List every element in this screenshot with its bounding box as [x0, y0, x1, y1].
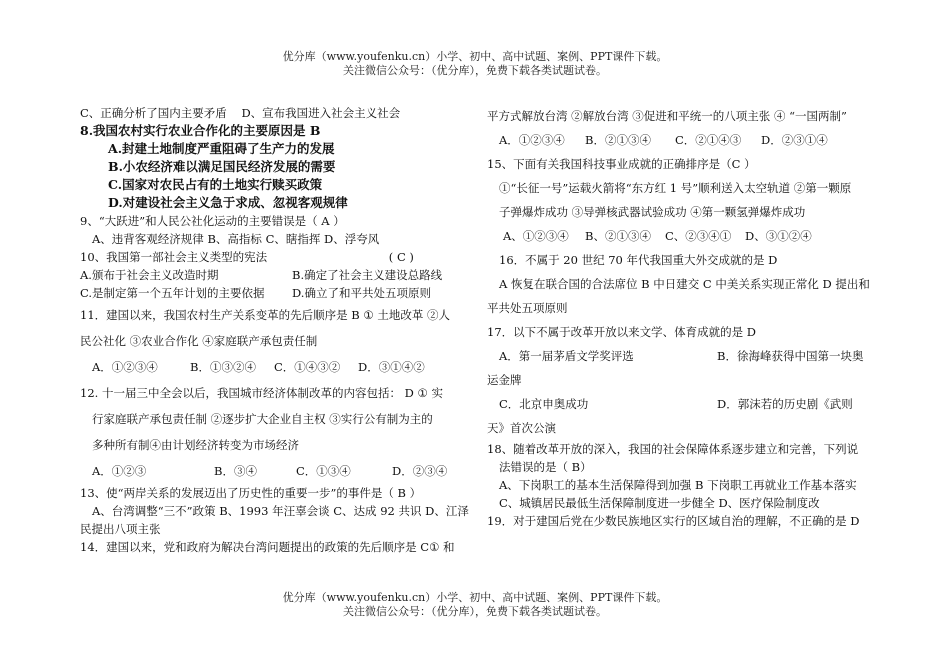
q17-option-b: B．徐海峰获得中国第一块奥 — [717, 349, 864, 363]
q7-option-c: C、正确分析了国内主要矛盾 — [80, 106, 227, 120]
q15-options — [487, 224, 872, 248]
q15-line-1: ①“长征一号”运载火箭将“东方红 1 号”顺利送入太空轨道 ②第一颗原 — [499, 181, 852, 195]
q8-option-d: D.对建设社会主义急于求成、忽视客观规律 — [108, 195, 348, 210]
q10-option-a: A.颁布于社会主义改造时期 — [80, 268, 219, 282]
q10-stem-text: 10、我国第一部社会主义类型的宪法 — [80, 250, 268, 264]
q14-option-d: D．②③①④ — [761, 133, 828, 147]
q18-options-line-2: C、城镇居民最低生活保障制度进一步健全 D、医疗保险制度改 — [499, 496, 820, 510]
q17-option-b-continued: 运金牌 — [487, 373, 522, 387]
q14-stem-continued: 平方式解放台湾 ②解放台湾 ③促进和平统一的八项主张 ④ “一国两制” — [487, 109, 847, 123]
q14-options — [487, 128, 872, 152]
q10-option-d: D.确立了和平共处五项原则 — [292, 286, 431, 300]
q13-options-line-2: 民提出八项主张 — [80, 522, 161, 536]
q17-option-c: C．北京申奥成功 — [499, 397, 589, 411]
q14-option-b: B．②①③④ — [585, 133, 651, 147]
q18-stem-line-2: 法错误的是（ B） — [499, 460, 592, 474]
q12-stem-line-2: 行家庭联产承包责任制 ②逐步扩大企业自主权 ③实行公有制为主的 — [92, 412, 433, 426]
q15-stem: 15、下面有关我国科技事业成就的正确排序是（C ） — [487, 157, 756, 171]
q12-stem-line-3: 多种所有制④由计划经济转变为市场经济 — [92, 438, 299, 452]
q18-stem-line-1: 18、随着改革开放的深入，我国的社会保障体系逐步建立和完善，下列说 — [487, 442, 859, 456]
q11-option-a: A．①②③④ — [92, 360, 158, 374]
q11-option-b: B．①③②④ — [190, 360, 256, 374]
q15-option-b: B、②①③④ — [585, 229, 651, 243]
q11-stem-line-1: 11．建国以来，我国农村生产关系变革的先后顺序是 B ① 土地改革 ②人 — [80, 308, 451, 322]
q9-options: A、违背客观经济规律 B、高指标 C、瞎指挥 D、浮夸风 — [92, 232, 380, 246]
q17-option-d: D．郭沫若的历史剧《武则 — [717, 397, 853, 411]
header-line-1: 优分库（www.youfenku.cn）小学、初中、高中试题、案例、PPT课件下载。 — [282, 50, 668, 63]
q10-options-ab — [80, 266, 470, 284]
q8-option-a: A.封建土地制度严重阻碍了生产力的发展 — [108, 141, 335, 156]
q8-stem: 8.我国农村实行农业合作化的主要原因是 B — [80, 123, 321, 138]
footer-line-2: 关注微信公众号：（优分库），免费下载各类试题试卷。 — [343, 605, 607, 618]
q7-option-d: D、宣布我国进入社会主义社会 — [241, 106, 401, 120]
q18-options-line-1: A、下岗职工的基本生活保障得到加强 B 下岗职工再就业工作基本落实 — [499, 478, 857, 492]
q17-option-a: A．第一届茅盾文学奖评选 — [499, 349, 634, 363]
q16-line-2: 平共处五项原则 — [487, 301, 568, 315]
q8-option-b: B.小农经济难以满足国民经济发展的需要 — [108, 159, 336, 174]
q13-options-line-1: A、台湾调整“三不”政策 B、1993 年汪辜会谈 C、达成 92 共识 D、江泽 — [92, 504, 469, 518]
q12-option-d: D．②③④ — [392, 464, 448, 478]
q11-stem-line-2: 民公社化 ③农业合作化 ④家庭联产承包责任制 — [80, 334, 318, 348]
q8-option-c: C.国家对农民占有的土地实行赎买政策 — [108, 177, 323, 192]
q15-option-a: A、①②③④ — [503, 229, 569, 243]
q7-options-cd — [80, 104, 470, 122]
page-footer — [0, 591, 950, 619]
q10-options-cd — [80, 284, 470, 302]
q19-stem: 19．对于建国后党在少数民族地区实行的区域自治的理解，不正确的是 D — [487, 514, 860, 528]
q17-options-ab — [487, 344, 872, 368]
q12-options — [80, 458, 470, 484]
q16-line-1: A 恢复在联合国的合法席位 B 中日建交 C 中美关系实现正常化 D 提出和 — [499, 277, 870, 291]
q14-stem: 14．建国以来，党和政府为解决台湾问题提出的政策的先后顺序是 C① 和 — [80, 540, 455, 554]
q12-stem-line-1: 12. 十一届三中全会以后，我国城市经济体制改革的内容包括： D ① 实 — [80, 386, 443, 400]
page-header — [0, 50, 950, 78]
q10-answer: ( C ) — [388, 250, 414, 264]
q11-options — [80, 354, 470, 380]
q12-option-c: C．①③④ — [296, 464, 351, 478]
q12-option-b: B．③④ — [214, 464, 257, 478]
header-line-2: 关注微信公众号：（优分库），免费下载各类试题试卷。 — [343, 64, 607, 77]
q15-option-c: C、②③④① — [665, 229, 732, 243]
q14-option-a: A．①②③④ — [499, 133, 565, 147]
right-column — [487, 104, 872, 530]
q13-stem: 13、使“两岸关系的发展迈出了历史性的重要一步”的事件是（ B ） — [80, 486, 422, 500]
q11-option-d: D．③①④② — [358, 360, 425, 374]
q10-option-b: B.确定了社会主义建设总路线 — [292, 268, 443, 282]
q17-options-cd — [487, 392, 872, 416]
left-column — [80, 104, 470, 556]
q9-stem: 9、“大跃进”和人民公社化运动的主要错误是（ A ） — [80, 214, 345, 228]
q10-option-c: C.是制定第一个五年计划的主要依据 — [80, 286, 265, 300]
footer-line-1: 优分库（www.youfenku.cn）小学、初中、高中试题、案例、PPT课件下载。 — [282, 591, 668, 604]
q12-option-a: A．①②③ — [92, 464, 147, 478]
q11-option-c: C．①④③② — [274, 360, 341, 374]
q16-stem: 16．不属于 20 世纪 70 年代我国重大外交成就的是 D — [499, 253, 778, 267]
q17-option-d-continued: 天》首次公演 — [487, 421, 556, 435]
q15-line-2: 子弹爆炸成功 ③导弹核武器试验成功 ④第一颗氢弹爆炸成功 — [499, 205, 806, 219]
q14-option-c: C．②①④③ — [675, 133, 742, 147]
q17-stem: 17．以下不属于改革开放以来文学、体育成就的是 D — [487, 325, 757, 339]
q10-stem — [80, 248, 470, 266]
q15-option-d: D、③①②④ — [745, 229, 812, 243]
